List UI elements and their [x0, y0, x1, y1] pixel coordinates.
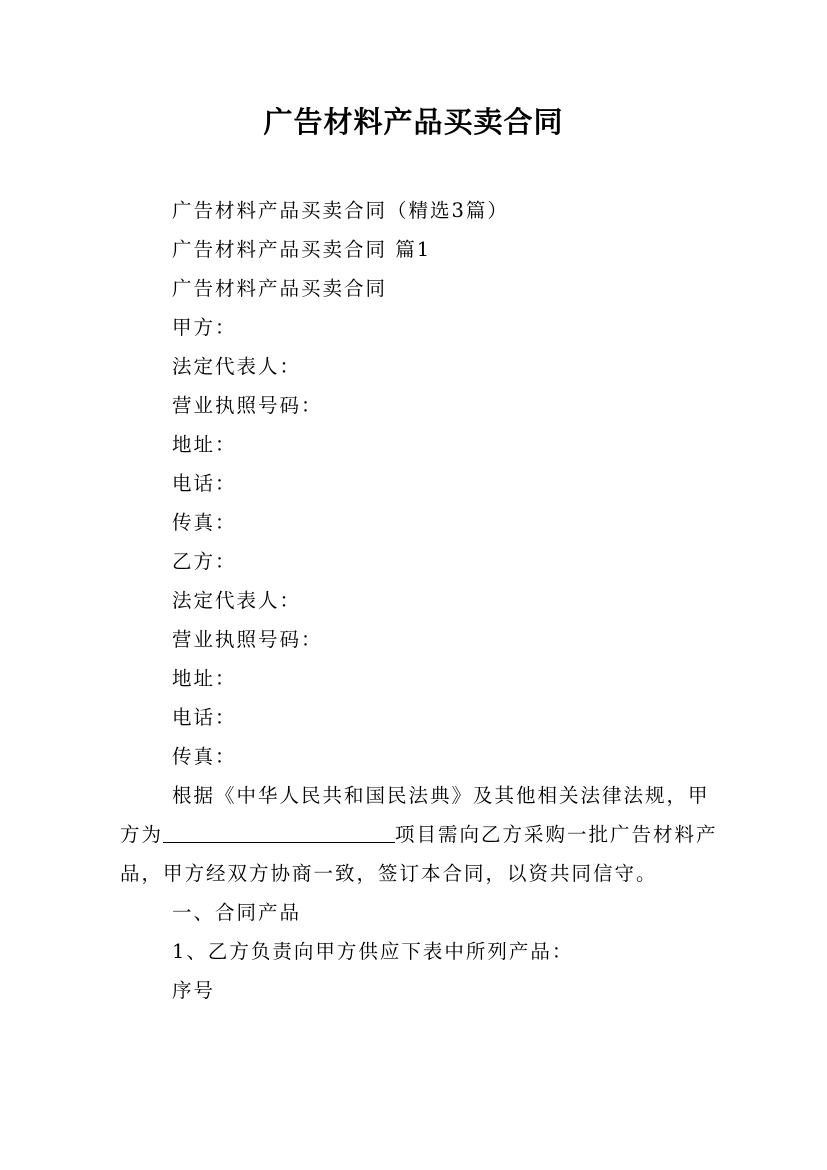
party-a-license-label: 营业执照号码： — [172, 394, 323, 417]
preamble-text-before-blank: 根据《中华人民共和国民法典》及其他相关法律法规，甲方为 — [120, 784, 710, 846]
party-a-address-label: 地址： — [172, 433, 237, 456]
party-b-legal-rep-label: 法定代表人： — [172, 589, 302, 612]
part-heading: 广告材料产品买卖合同 篇1 — [172, 238, 432, 261]
table-header-serial-number: 序号 — [172, 979, 216, 1002]
section-heading: 一、合同产品 — [172, 901, 302, 924]
party-b-phone-label: 电话： — [172, 706, 237, 729]
party-b-license-label: 营业执照号码： — [172, 628, 323, 651]
party-a-label: 甲方： — [172, 316, 237, 339]
party-b-label: 乙方： — [172, 550, 237, 573]
clause-item-1: 1、乙方负责向甲方供应下表中所列产品： — [172, 940, 574, 963]
project-name-blank — [163, 822, 395, 843]
party-a-phone-label: 电话： — [172, 472, 237, 495]
document-body — [120, 191, 720, 1010]
party-b-address-label: 地址： — [172, 667, 237, 690]
party-a-legal-rep-label: 法定代表人： — [172, 355, 302, 378]
document-title: 广告材料产品买卖合同 — [263, 105, 564, 139]
preamble-text-after-blank: 项目需向乙方采购一批广告材料产品，甲方经双方协商一致，签订本合同，以资共同信守。 — [120, 823, 718, 885]
subtitle-line: 广告材料产品买卖合同（精选3篇） — [172, 199, 509, 222]
contract-name-line: 广告材料产品买卖合同 — [172, 277, 388, 300]
preamble-paragraph — [120, 776, 720, 893]
party-a-fax-label: 传真： — [172, 511, 237, 534]
party-b-fax-label: 传真： — [172, 745, 237, 768]
